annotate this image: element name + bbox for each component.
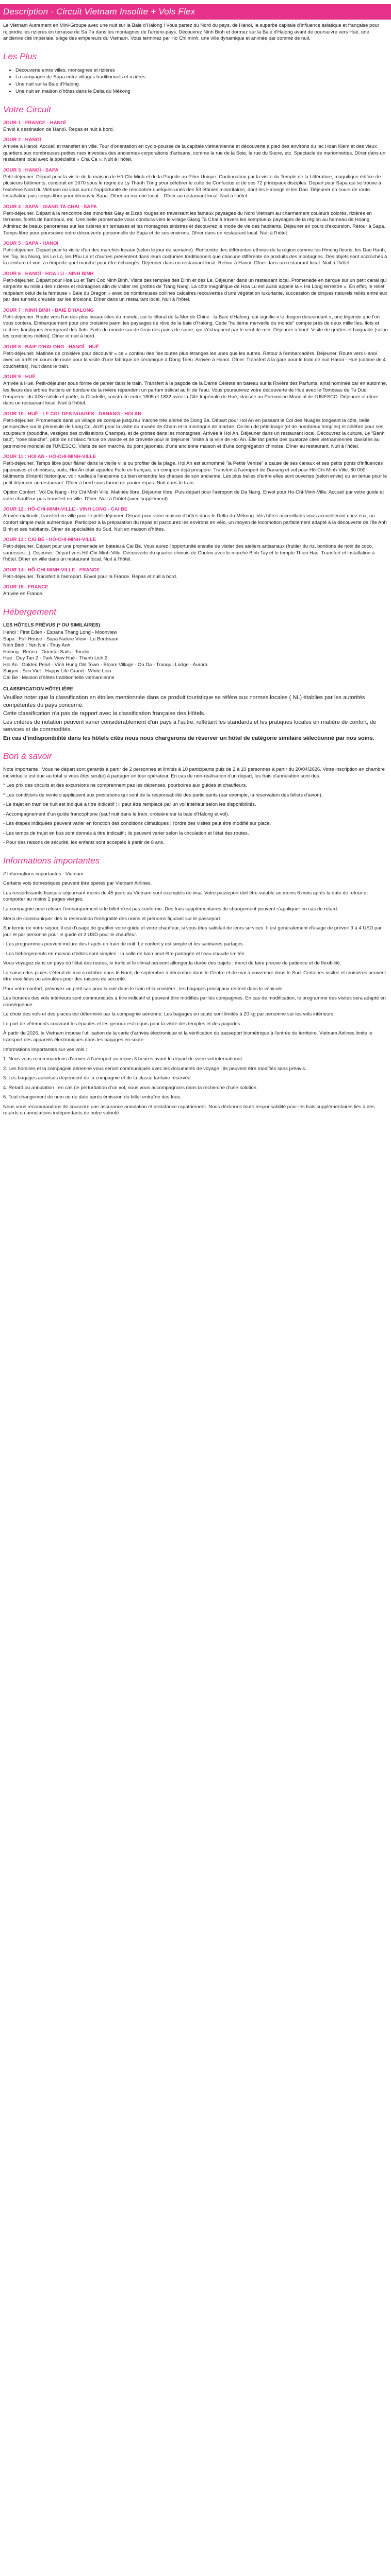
description-banner — [0, 4, 391, 20]
info-text: La compagnie peut refuser l'embarquement si le billet n'est pas conforme. Des frais supplémentaires de changement peuvent s'appliquer en cas de retard. — [3, 906, 338, 912]
info-text: Sur terme de votre séjour, il est d'usage de gratifier votre guide et votre chauffeur, si vous êtes satisfait de leurs services. Il est généralement d'usage de prévoir 3 à 4 USD par jour et par personne pour le guide et 2 USD pour le chauffeur. — [3, 925, 382, 938]
info-text: 5. Tout changement de nom ou de date après émission du billet entraîne des frais. — [3, 1094, 182, 1100]
page-title: Description - Circuit Vietnam Insolite + Vols Flex — [3, 7, 196, 16]
day-text: Option Confort : Vol Da Nang - Ho Chi Minh Ville. Matinée libre. Déjeuner libre. Puis départ pour l'aéroport de Da Nang. Envol pour Ho-Chi-Minh-Ville. Accueil par votre guide et votre chauffeur puis transfert en ville. Dîner. Nuit à l'hôtel (avec supplément). — [3, 489, 384, 502]
day-block — [3, 584, 388, 598]
classification-heading: CLASSIFICATION HÔTELIÈRE — [3, 686, 73, 692]
day-block — [3, 374, 388, 406]
day-list — [3, 120, 388, 598]
info-text: Merci de communiquer dès la réservation l'intégralité des noms et prénoms figurant sur le passeport. — [3, 916, 222, 922]
info-text: - Les programmes peuvent inclure des trajets en train de nuit. Le confort y est simple et les sanitaires partagés. — [3, 941, 245, 947]
day-block — [3, 454, 388, 486]
savoir-text: * Les conditions de vente s'appliquent aux prestations qui sont de la responsabilité des participants (par exemple, la réservation des billets d'avion). — [3, 792, 323, 798]
day-text: Petit-déjeuner. Départ à la rencontre des minorités Giay et Dzao rouges en traversant les fameux paysages du Nord Vietnam au charmement couleurs colorés, rizières en terrasse, forêts de bambous, etc. Une belle promenade vous conduira vers le village Giang Ta Chai à travers les somptueux paysages de la région au hameau de Hoang. Admirez de beaux panoramas sur les rizières en terrasses et les montagnes sinistres et découvrez le mode de vie des habitants. Déjeuner en cours d'excursion. Retour à Sapa. Temps libre pour poursuivre votre découverte personnelle de Sapa et de ses environs. Dîner dans un restaurant local. Nuit à l'hôtel. — [3, 210, 386, 236]
day-block — [3, 241, 388, 267]
page — [0, 4, 391, 1117]
day-block — [3, 344, 388, 370]
day-text: Petit-déjeuner. Départ pour la visite d'un des marchés locaux (selon le jour de semaine). Rencontre des différentes ethnies de la région comme les Hmong fleuris, les Dao Hanh, les Tay, les Nung, les Lo Lo, les Phu La et d'autres présentent dans leurs costumes traditionnels que chacune différente de produits des montagnes. Des objets sont accrochés à la ceinture et vont à n'importe quel marché pour être échangés. Déjeuner dans un restaurant local. Retour à Hanoï. Dîner dans un restaurant local. Nuit à l'hôtel. — [3, 247, 387, 266]
bon-a-savoir-heading: Bon à savoir — [3, 751, 52, 761]
day-title: JOUR 6 : HANOÏ - HOA LU - NINH BINH — [3, 270, 94, 277]
savoir-text: - Pour des raisons de sécurité, les enfants sont acceptés à partir de 8 ans. — [3, 840, 165, 846]
hotel-line: Hoi An : Golden Pearl - Vinh Hung Old Town - Bloom Village - Ou Da - Tranquil Lodge - Aurora — [3, 662, 208, 668]
day-block — [3, 411, 388, 450]
day-title: JOUR 9 : HUÉ — [3, 374, 36, 380]
savoir-text: - Les temps de trajet en bus sont donnés à titre indicatif ; ils peuvent varier selon la circulation et l'état des routes. — [3, 830, 249, 836]
day-block — [3, 137, 388, 163]
hotel-line: Halong : Renea - Oriental Sails - Toralin — [3, 649, 90, 655]
day-text: Petit-déjeuner. Départ pour une promenade en bateau à Cai Be. Vous aurez l'opportunité ensuite de visiter des ateliers artisanaux (fruitier du riz, bonbons de noix de coco, saucisses...). Déjeuner. Départ vers Hô-Chi-Minh-Ville. Découverte du quartier chinois de Cholon avec le marché Binh Tay et le temple Thien Hau. Transfert et installation à l'hôtel. Dîner en ville dans un restaurant local. Nuit à l'hôtel. — [3, 544, 375, 563]
day-title: JOUR 7 : NINH BINH - BAIE D'HALONG — [3, 307, 94, 313]
day-title: JOUR 15 : FRANCE — [3, 584, 48, 590]
savoir-text: - Accompagnement d'un guide francophone (sauf nuit dans le train, croisière sur la baie d'Halong et vol). — [3, 811, 230, 817]
day-text: Arrivée à Hanoï. Accueil et transfert en ville. Tour d'orientation en cyclo-pousse de la capitale vietnamienne et découverte à pied des environs du lac Hoan Kiem et des vieux quartiers aux nombreuses petites rues investies des anciennes corporations d'artisans, comme la rue de la Soie, la rue du Sucre, etc. Spectacle de marionnettes. Dîner dans un restaurant local avec la spécialité « Cha Ca ». Nuit à l'hôtel. — [3, 144, 386, 163]
classification-text: Veuillez noter que la classification en étoiles mentionnée dans ce produit touristique se réfère aux normes locales ( NL) établies par les autorités compétentes du pays concerné. — [3, 694, 365, 708]
intro-text: Le Vietnam Autrement en Mini-Groupe avec une nuit sur la Baie d'Halong ! Vous partez du Nord du pays, de Hanoi, la superbe capitale d'influence asiatique et française pour rejoindre les rizières en terrasse de Sa Pa dans les montagnes de l'arrière-pays. Découvrez Ninh Binh et dormez sur la Baie d'Halong avant de poursuivre vers Hué, une ancienne cité impériale, siège des empereurs du Vietnam. Vous terminez par Ho Chi minh, une ville dynamique et animée par comme de nuit. — [3, 23, 380, 42]
info-text: La saison des pluies s'étend de mai à octobre dans le Nord, de septembre à décembre dans le Centre et de mai à novembre dans le Sud. Certaines visites et croisières peuvent être modifiées ou annulées pour des raisons de sécurité. — [3, 970, 386, 982]
circuit-heading: Votre Circuit — [3, 104, 51, 114]
day-block — [3, 120, 388, 133]
plus-item: • Découverte entre villes, montagnes et rizières — [15, 67, 388, 74]
info-text: Nous vous recommandons de souscrire une assurance annulation et assistance rapatriement. Nous déclinons toute responsabilité pour les frais supplémentaires liés à des retards ou annulations indépendants de notre volonté. — [3, 1104, 375, 1116]
day-block — [3, 167, 388, 200]
day-block — [3, 308, 388, 340]
savoir-text: * Les prix des circuits et des excursions ne comprennent pas les dépenses, pourboires aux guides et chauffeurs. — [3, 783, 247, 789]
classification-text: Les critères de notation peuvent varier considérablement d'un pays à l'autre, reflétant les standards et les pratiques locales en matière de confort, de services et de commodités. — [3, 719, 377, 733]
day-text: Arrivée matinale, transfert en ville pour le petit-déjeuner. Départ pour votre maison d'hôtes dans le Delta du Mékong. Vos hôtes accueillants vous accueilleront chez eux, au confort simple mais authentique. Participez à la préparation du repas et parcourez les environs en vélo, un moyen de locomotion parfaitement adapté à la découverte de l'île Anh Binh et ses habitants. Dîner de spécialités du Sud. Nuit en maison d'hôtes. — [3, 513, 387, 532]
info-text: À partir de 2026, le Vietnam impose l'utilisation de la carte d'arrivée électronique et la vérification du passeport biométrique à l'entrée du territoire. Vietnam Airlines limite le transport des appareils électroniques dans les bagages en soute. — [3, 1030, 372, 1043]
info-text: 1. Nous vous recommandons d'arriver à l'aéroport au moins 3 heures avant le départ de votre vol international. — [3, 1056, 243, 1062]
day-title: JOUR 2 : HANOÏ — [3, 137, 41, 143]
hotel-line: Saigon : Sen Viet - Happy Life Grand - White Lion — [3, 668, 111, 674]
day-block — [3, 567, 388, 581]
info-text: Le choix des vols et des places est déterminé par la compagnie aérienne. Les bagages en soute sont limités à 20 kg par personne sur les vols intérieurs. — [3, 1011, 335, 1018]
info-text: Les ressortissants français séjournant moins de 45 jours au Vietnam sont exemptés de visa. Votre passeport doit être valable au moins 6 mois après la date de retour et comporter au moins 2 pages vierges. — [3, 890, 368, 903]
day-title: JOUR 13 : CAI BE - HÔ-CHI-MINH-VILLE — [3, 537, 96, 543]
day-title: JOUR 5 : SAPA - HANOÏ — [3, 241, 59, 247]
hotel-line: Sapa : Full House - Sapa Nature View - Le Bordeaux — [3, 636, 118, 642]
day-text: Petit-déjeuner. Départ pour Hoa Lu et Tam Coc Ninh Binh. Visite des temples des Dinh et des Le. Déjeuner dans un restaurant local. Promenade en barque sur un petit canal qui serpente au milieu des rizières et montagnes afin de visiter les grottes de Trang Nang. La côte magnifique de Hoa Lu est aussi appelé la « Ha Long terrestre ». En effet, le relief rappelant celui de la fameuse « Baie du Dragon » avec de nombreuses collines calcaires recouvertes d'une végétation luxuriante, succession de cirques naturels reliés entre eux par des tunnels creusés par les érosions. Dîner dans un restaurant local. Nuit à l'hôtel. — [3, 277, 387, 303]
day-text: Arrivée en France. — [3, 591, 44, 597]
info-text: 4. Retard ou annulation : en cas de perturbation d'un vol, nous vous accompagnons dans la recherche d'une solution. — [3, 1084, 258, 1091]
info-text: Pour votre confort, prévoyez un petit sac pour la nuit dans le train et la croisière ; les bagages principaux restent dans le véhicule. — [3, 986, 284, 992]
classification-text: Cette classification n'a pas de rapport avec la classification française des Hôtels. — [3, 710, 206, 717]
plus-item: • Une nuit en maison d'hôtes dans le Delta du Mékong — [15, 88, 388, 95]
hotel-line: Hanoi : First Eden - Espana Thang Long - Moonview — [3, 630, 118, 636]
day-title: JOUR 3 : HANOÏ - SAPA — [3, 167, 59, 173]
info-text: Informations importantes sur vos vols : — [3, 1046, 87, 1053]
classification-text: En cas d'indisponibilité dans les hôtels cités nous nous chargerons de réserver un hôtel de catégorie similaire sélectionné par nos soins. — [3, 735, 374, 741]
day-text: Petit-déjeuner. Matinée de croisière pour découvrir « ce » continu des îles toutes plus étranges les unes que les autres. Retour à l'embarcadère. Déjeuner. Route vers Hanoï avec un arrêt en cours de route pour la visite d'une fabrique de céramique à Dong Trieu. Arrivée à Hanoï. Dîner. Transfert à la gare pour le train de nuit Hanoï - Hué (cabine de 4 couchettes). Nuit dans le train. — [3, 350, 386, 369]
day-title: JOUR 8 : BAIE D'HALONG - HANOÏ - HUÉ — [3, 344, 99, 350]
hebergement-heading: Hébergement — [3, 606, 57, 617]
day-text: Arrivée à Hué. Petit-déjeuner sous forme de panier dans le train. Transfert à la pagode de la Dame Céleste en bateau sur la Rivière des Parfums, ainsi nommée car en automne, les fleurs des arbres fruitiers en bordure de la rivière répandent un parfum délicat au fil de l'eau. Vous poursuivrez votre découverte de Hué avec le Tombeau de Tu Duc, l'empereur du XIXe siècle et poète, la Citadelle, construite entre 1805 et 1832 avec la Cité Impériale de Hué, classée au Patrimoine Mondial de l'UNESCO. Déjeuner et dîner dans un restaurant local. Nuit à l'hôtel. — [3, 381, 387, 406]
day-text: Petit-déjeuner. Départ pour la visite de la maison de Hô-Chi-Minh et de la Pagode au Pilier Unique. Continuation par la visite du Temple de la Littérature, magnifique édifice de plusieurs bâtiments, construit en 1070 sous le règne de Ly Thanh Tông pour célébrer le culte de Confucius et de ses 72 principaux disciples. Départ pour Sapa qui se trouve à l'extrême Nord du Vietnam où vous aurez l'opportunité de rencontrer quelques-unes des 53 ethnies minoritaires, dont les Hmongs et les Dao. Déjeuner en cours de route. Installation puis temps libre pour découvrir Sapa. Dîner au marché local... Dîner au restaurant local. Nuit à l'hôtel. — [3, 174, 381, 199]
day-title: JOUR 4 : SAPA - GIANG TA CHAI - SAPA — [3, 204, 97, 210]
plus-list — [3, 67, 388, 95]
info-text: // Informations importantes - Vietnam — [3, 871, 84, 877]
info-text: Vous voyagez dans un pays où l'état des routes, le trafic et le climat peuvent allonger la durée des trajets ; merci de faire preuve de patience et de flexibilité. — [3, 960, 341, 967]
hotel-line: Ninh Binh : Yen Nhi - Thuy Anh — [3, 642, 71, 649]
day-block — [3, 537, 388, 563]
day-block — [3, 204, 388, 236]
plus-heading: Les Plus — [3, 51, 37, 61]
day-title: JOUR 10 : HUÉ - LE COL DES NUAGES - DANANG - HOI AN — [3, 411, 142, 417]
day-title: JOUR 14 : HÔ-CHI-MINH-VILLE - FRANCE — [3, 567, 100, 573]
info-text: Le port de vêtements couvrant les épaules et les genoux est requis pour la visite des temples et des pagodes. — [3, 1021, 242, 1027]
info-text: Les horaires des vols intérieurs sont communiqués à titre indicatif et peuvent être modifiés par les compagnies. En cas de modification, le programme des visites sera adapté en conséquence. — [3, 995, 386, 1008]
infos-heading: Informations importantes — [3, 855, 100, 866]
day-title: JOUR 12 : HÔ-CHI-MINH-VILLE - VINH LONG - CAI BE — [3, 506, 128, 513]
day-block — [3, 271, 388, 303]
day-title: JOUR 11 : HOI AN - HÔ-CHI-MINH-VILLE — [3, 454, 96, 460]
day-text: Petit-déjeuner. Transfert à l'aéroport. Envol pour la France. Repas et nuit à bord. — [3, 573, 177, 580]
info-text: 2. Les horaires et la compagnie aérienne vous seront communiqués avec les documents de voyage ; ils peuvent être modifiés sans préavis. — [3, 1065, 306, 1072]
hotel-line: Hue : Duy Tan 2 - Park View Hué - Thanh Lich 2 — [3, 655, 108, 662]
info-text: Certains vols domestiques peuvent être opérés par Vietnam Airlines. — [3, 880, 152, 887]
day-text: Envol à destination de Hanoï. Repas et nuit à bord. — [3, 126, 114, 132]
info-text: - Les hébergements en maison d'hôtes sont simples : la salle de bain peut être partagée et l'eau chaude limitée. — [3, 951, 246, 957]
content — [0, 23, 391, 1117]
infos-list — [3, 871, 388, 1117]
day-text: Petit-déjeuner. Temps libre pour flâner dans la vieille ville ou profiter de la plage. Hoi An est surnommé "la Petite Venise" à cause de ses canaux et ses petits ponts d'influences japonaises et chinoises, puits, Hoi An était appelée Faifo en français, un comptoir déjà prospère. Transfert à l'aéroport de Danang et vol pour Hô-Chi-Minh-Ville. 80 000 bâtiments d'intérêt historique, voir ruelles à l'ancienne ou bien entendre les chaises de son ancienne. Les plus belles d'entre elles sont ouvertes (selon envie) ou en tenue pour le petit déjeuner au restaurant. Dîner à bord sous forme de panier repas. Nuit dans le train. — [3, 461, 387, 486]
plus-item: • La campagne de Sapa entre villages traditionnels et rizières — [15, 74, 388, 81]
savoir-text: - Les étapes indiquées peuvent varier en fonction des conditions climatiques ; l'ordre des visites peut être modifié sur place. — [3, 821, 271, 827]
day-text: Petit-déjeuner. Route vers l'un des plus beaux sites du monde, sur le littoral de la Mer de Chine : la Baie d'Halong, qui signifie « le dragon descendant », une légende que l'on vous contera. Embarquement pour une croisière parmi les paysages de rêve de la baie d'Halong. Cette "huitième merveille du monde" compte près de deux mille îles, îlots et rochers karstiques émergeant des flots. Faits du monde sur de l'eau des pains de sucre, qui s'échappent par le vent de mer. Déjeuner à bord. Visite de grottes et baignade (selon les conditions météo). Dîner et nuit à bord. — [3, 314, 388, 340]
info-text: 3. Les bagages autorisés dépendent de la compagnie et de la classe tarifaire réservée. — [3, 1075, 192, 1081]
day-text: Petit-déjeuner. Promenade dans un village de conique jusqu'au marché très animé de Dong Ba. Départ pour Hoi An en passant le Col des Nuages longeant la côte, belle perspective sur la péninsule de Lang Co. Arrêt pour la visite du musée de Cham et la montagne de marbre. Ce lieu de pèlerinage (et de nombreux temples) et célèbre pour ses sculpteurs (bouddha, vestiges des civilisations Champa), et de grottes dans les montagnes. Arrivée à Hoi An. Déjeuner dans un restaurant local. Découvrez la culture. Le "Banh bao", "rose blanche", pâte de riz blanc farcie de viande et de crevette pour le déjeuner. Visite à la ville de Hoi An. Elle fait partie des quatorze cités vietnamiennes classées au patrimoine mondial de l'UNESCO. Visite de son marché, du pont japonais, d'une ancienne maison et d'une congrégation chinoise. Dîner au restaurant. Nuit à l'hôtel. — [3, 417, 385, 449]
savoir-text: Note importante : Vous ne départ sont garantis à partir de 2 personnes et limités à 10 participants puis de 2 à 10 personnes à partir du 20/04/2026. Votre inscription en chambre individuelle est due au total si vous êtes seul(e) à partager un tour opérateur. En cas de non-réalisation d'un départ, les frais d'annulation sont dus. — [3, 767, 385, 779]
day-title: JOUR 1 : FRANCE - HANOÏ — [3, 120, 66, 126]
hotel-list — [3, 630, 388, 681]
plus-item: • Une nuit sur la Baie d'Halong — [15, 81, 388, 88]
savoir-text: - Le trajet en train de nuit est indiqué à titre indicatif ; il peut être remplacé par un vol intérieur selon les disponibilités. — [3, 802, 256, 808]
hotel-line: Cai Be : Maison d'hôtes traditionnelle vietnamienne — [3, 674, 115, 681]
day-block — [3, 506, 388, 533]
day-block — [3, 489, 388, 502]
hotels-heading: LES HÔTELS PRÉVUS (* OU SIMILAIRES) — [3, 622, 100, 628]
